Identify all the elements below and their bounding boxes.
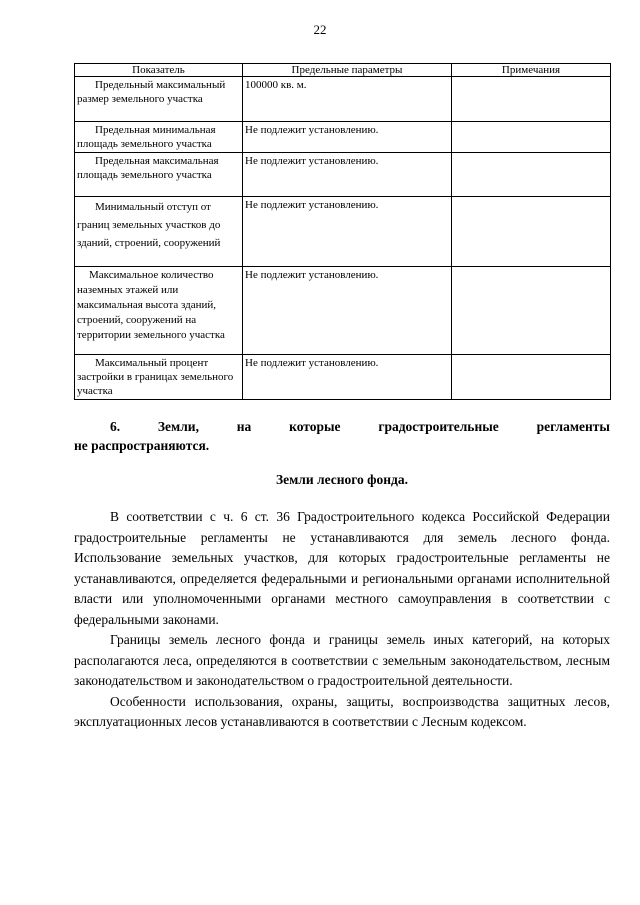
- column-header-indicator: Показатель: [75, 64, 243, 77]
- value-cell: Не подлежит установлению.: [243, 153, 452, 197]
- value-cell: Не подлежит установлению.: [243, 197, 452, 267]
- section-number: 6.: [110, 419, 121, 434]
- table-row: [75, 122, 611, 153]
- parameters-table: [74, 63, 611, 400]
- table-row: [75, 355, 611, 400]
- table-header-row: [75, 64, 611, 77]
- page-number: 22: [313, 22, 327, 37]
- note-cell: [452, 355, 611, 400]
- indicator-cell: Максимальный процент застройки в границах земельного участка: [75, 355, 243, 400]
- table-row: [75, 267, 611, 355]
- table-row: [75, 153, 611, 197]
- table-row: [75, 77, 611, 122]
- section-heading: [74, 417, 610, 455]
- subheading: Земли лесного фонда.: [275, 472, 409, 487]
- note-cell: [452, 267, 611, 355]
- indicator-cell: Предельная максимальная площадь земельного участка: [75, 153, 243, 197]
- indicator-cell: Предельный максимальный размер земельного участка: [75, 77, 243, 122]
- value-cell: Не подлежит установлению.: [243, 122, 452, 153]
- table-row: [75, 197, 611, 267]
- note-cell: [452, 122, 611, 153]
- paragraph: Границы земель лесного фонда и границы земель иных категорий, на которых располагаются леса, определяются в соответствии с земельным законодательством, лесным законодательством и законодательством о градостроительной деятельности.: [74, 632, 610, 688]
- body-text: [74, 507, 610, 733]
- paragraph: Особенности использования, охраны, защиты, воспроизводства защитных лесов, эксплуатационных лесов устанавливаются в соответствии с Лесным кодексом.: [74, 693, 610, 729]
- paragraph: В соответствии с ч. 6 ст. 36 Градостроительного кодекса Российской Федерации градостроительные регламенты не устанавливаются для земель лесного фонда. Использование земельных участков, для которых градостроительные регламенты не устанавливаются, определяется федеральными и региональными органами исполнительной власти или уполномоченными органами местного самоуправления в соответствии с федеральными законами.: [74, 509, 610, 627]
- indicator-cell: Предельная минимальная площадь земельного участка: [75, 122, 243, 153]
- section-title-word: регламенты: [536, 419, 610, 434]
- note-cell: [452, 197, 611, 267]
- section-title-word: Земли,: [157, 419, 199, 434]
- note-cell: [452, 77, 611, 122]
- value-cell: Не подлежит установлению.: [243, 267, 452, 355]
- value-cell: 100000 кв. м.: [243, 77, 452, 122]
- indicator-cell: Максимальное количество наземных этажей или максимальная высота зданий, строений, сооружений на территории земельного участка: [75, 267, 243, 355]
- section-title-rest: не распространяются.: [74, 438, 210, 453]
- note-cell: [452, 153, 611, 197]
- section-title-word: градостроительные: [378, 419, 499, 434]
- value-cell: Не подлежит установлению.: [243, 355, 452, 400]
- column-header-notes: Примечания: [452, 64, 611, 77]
- section-title-word: на: [236, 419, 252, 434]
- indicator-cell: Минимальный отступ от границ земельных участков до зданий, строений, сооружений: [75, 197, 243, 267]
- section-title-word: которые: [289, 419, 341, 434]
- column-header-parameters: Предельные параметры: [243, 64, 452, 77]
